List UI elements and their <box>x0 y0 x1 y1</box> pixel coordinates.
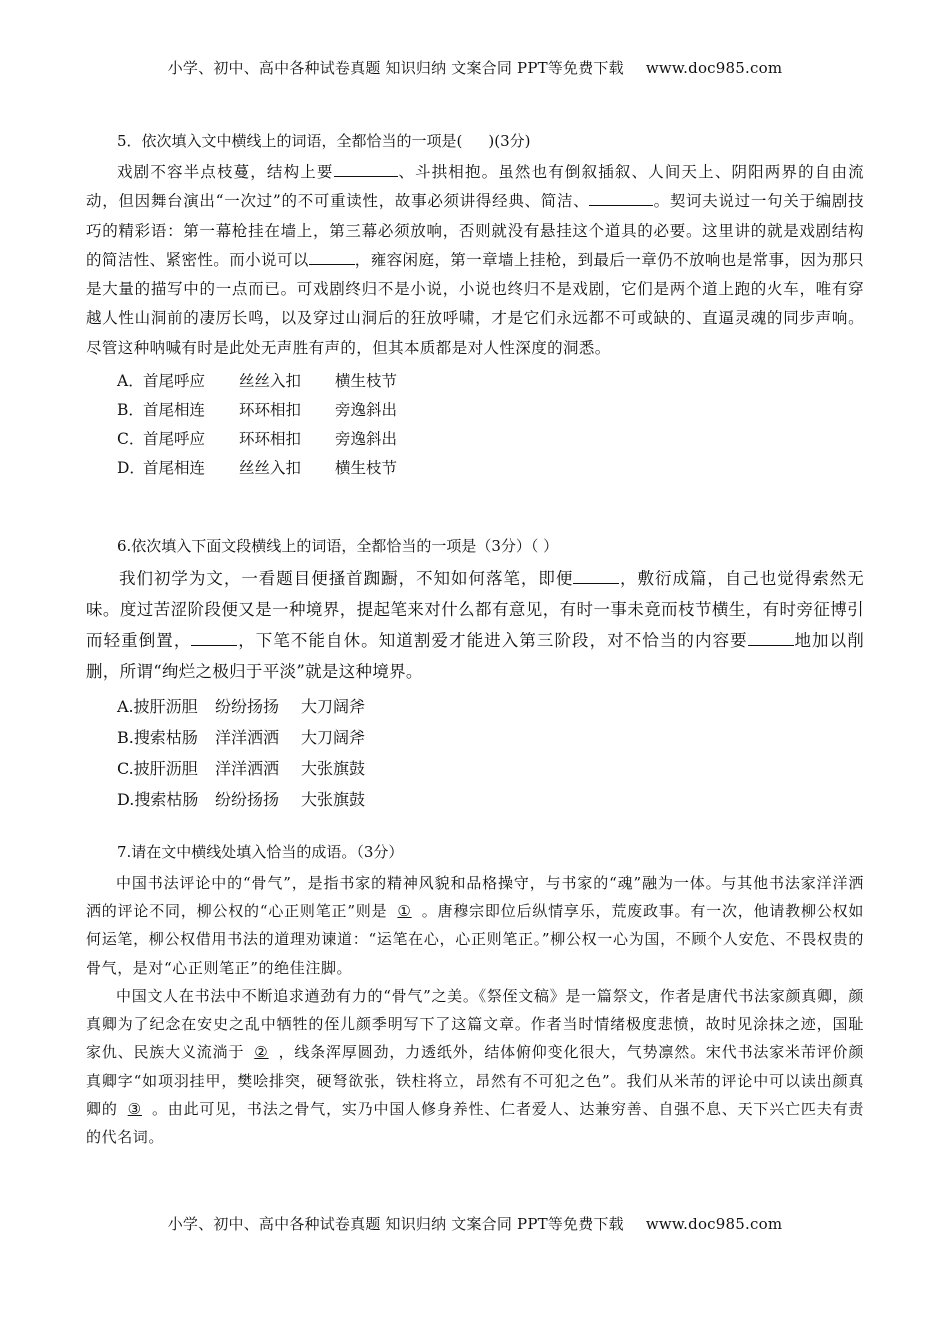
question-5-options <box>117 367 864 483</box>
question-6-options <box>117 691 864 815</box>
answer-blank-1: ① <box>397 902 412 921</box>
question-7-paragraph-2: 中国文人在书法中不断追求遒劲有力的“骨气”之美。《祭侄文稿》是一篇祭文，作者是唐代书法家颜真卿，颜真卿为了纪念在安史之乱中牺牲的侄儿颜季明写下了这篇文章。作者当时情绪极度悲愤，故时见涂抹之迹，国耻家仇、民族大义流淌于 ② ，线条浑厚圆劲，力透纸外，结体俯仰变化很大，气势凛然。宋代书法家米芾评价颜真卿字“如项羽挂甲，樊哙排突，硬弩欲张，铁柱将立，昂然有不可犯之色”。我们从米芾的评论中可以读出颜真卿的 ③ 。由此可见，书法之骨气，实乃中国人修身养性、仁者爱人、达兼穷善、自强不息、天下兴亡匹夫有责的代名词。 <box>86 986 864 1146</box>
question-6-passage: 我们初学为文，一看题目便搔首踟蹰，不知如何落笔，即便 ，敷衍成篇，自己也觉得索然无味。度过苦涩阶段便又是一种境界，提起笔来对什么都有意见，有时一事未竟而枝节横生，有时旁征博引而轻重倒置， ，下笔不能自休。知道割爱才能进入第三阶段，对不恰当的内容要 地加以削删，所谓“绚烂之极归于平淡”就是这种境界。 <box>86 563 864 687</box>
question-5-title: 5．依次填入文中横线上的词语，全都恰当的一项是( )(3分) <box>117 132 531 150</box>
question-6 <box>86 535 864 815</box>
option-d[interactable]: D.搜索枯肠 纷纷扬扬 大张旗鼓 <box>117 790 366 810</box>
option-c[interactable]: C.披肝沥胆 洋洋洒洒 大张旗鼓 <box>117 759 366 779</box>
header-url[interactable]: www.doc985.com <box>645 59 783 77</box>
document-body <box>86 130 864 1151</box>
option-b[interactable]: B.搜索枯肠 洋洋洒洒 大刀阔斧 <box>117 728 366 748</box>
header-text: 小学、初中、高中各种试卷真题 知识归纳 文案合同 PPT等免费下载 <box>167 59 624 77</box>
answer-blank-2: ② <box>254 1043 269 1062</box>
answer-blank <box>748 629 794 647</box>
footer-text: 小学、初中、高中各种试卷真题 知识归纳 文案合同 PPT等免费下载 <box>167 1215 624 1233</box>
option-b[interactable]: B．首尾相连 环环相扣 旁逸斜出 <box>117 401 398 420</box>
page-header <box>0 57 950 78</box>
question-7 <box>86 841 864 1151</box>
page-footer <box>0 1213 950 1234</box>
option-d[interactable]: D．首尾相连 丝丝入扣 横生枝节 <box>117 459 398 478</box>
question-5-passage: 戏剧不容半点枝蔓，结构上要 、斗拱相抱。虽然也有倒叙插叙、人间天上、阴阳两界的自由流动，但因舞台演出“一次过”的不可重读性，故事必须讲得经典、简洁、 。契诃夫说过一句关于编剧技巧的精彩语：第一幕枪挂在墙上，第三幕必须放响，否则就没有悬挂这个道具的必要。这里讲的就是戏剧结构的简洁性、紧密性。而小说可以 ，雍容闲庭，第一章墙上挂枪，到最后一章仍不放响也是常事，因为那只是大量的描写中的一点而已。可戏剧终归不是小说，小说也终归不是戏剧，它们是两个道上跑的火车，唯有穿越人性山洞前的凄厉长鸣，以及穿过山洞后的狂放呼啸，才是它们永远都不可或缺的、直逼灵魂的同步声响。尽管这种呐喊有时是此处无声胜有声的，但其本质都是对人性深度的洞悉。 <box>86 158 864 363</box>
option-c[interactable]: C．首尾呼应 环环相扣 旁逸斜出 <box>117 430 398 449</box>
question-5 <box>86 130 864 483</box>
answer-blank <box>573 567 619 585</box>
option-a[interactable]: A．首尾呼应 丝丝入扣 横生枝节 <box>117 372 398 391</box>
question-7-title: 7.请在文中横线处填入恰当的成语。（3分） <box>117 843 404 862</box>
question-6-title: 6.依次填入下面文段横线上的词语，全都恰当的一项是（3分）（ ） <box>117 537 559 556</box>
question-7-paragraph-1: 中国书法评论中的“骨气”，是指书家的精神风貌和品格操守，与书家的“魂”融为一体。与其他书法家洋洋洒洒的评论不同，柳公权的“心正则笔正”则是 ① 。唐穆宗即位后纵情享乐，荒废政事。有一次，他请教柳公权如何运笔，柳公权借用书法的道理劝谏道：“运笔在心，心正则笔正。”柳公权一心为国，不顾个人安危、不畏权贵的骨气，是对“心正则笔正”的绝佳注脚。 <box>86 874 864 977</box>
answer-blank <box>589 190 653 207</box>
answer-blank <box>334 161 398 178</box>
answer-blank-3: ③ <box>127 1099 142 1118</box>
answer-blank <box>309 248 355 265</box>
footer-url[interactable]: www.doc985.com <box>645 1215 783 1233</box>
option-a[interactable]: A.披肝沥胆 纷纷扬扬 大刀阔斧 <box>117 697 366 717</box>
answer-blank <box>191 629 237 647</box>
